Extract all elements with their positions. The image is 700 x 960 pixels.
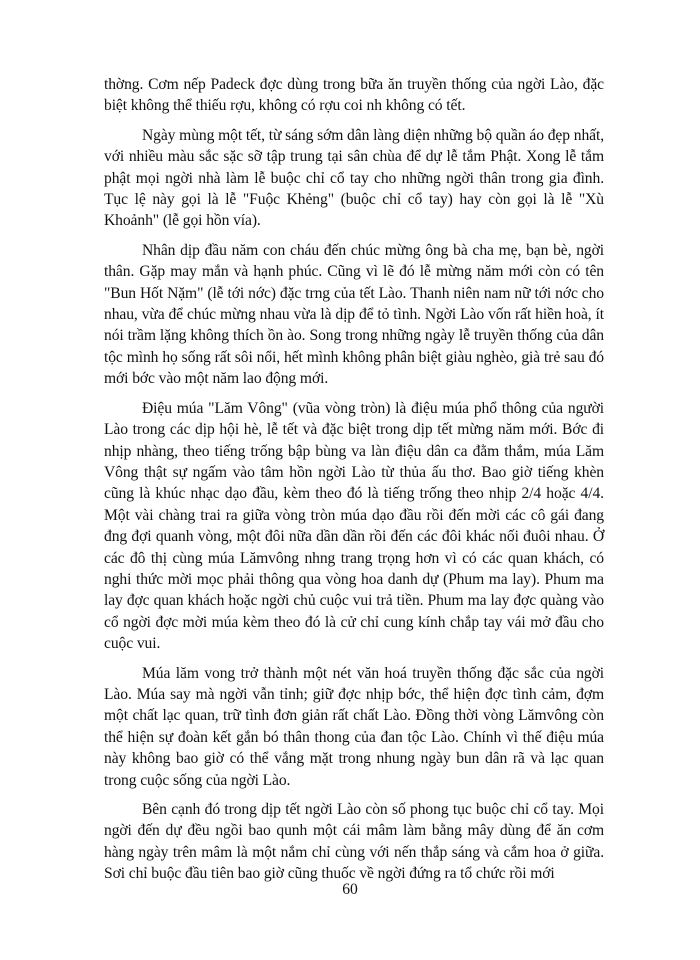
document-body xyxy=(104,74,604,893)
paragraph-5: Múa lăm vong trở thành một nét văn hoá truyền thống đặc sắc của ngời Lào. Múa say mà ngời vẫn tỉnh; giữ đợc nhịp bớc, thể hiện đợc tình cảm, đợm một chất lạc quan, trữ tình đơn giản rất chất Lào. Đồng thời vòng Lămvông còn thể hiện sự đoàn kết gắn bó thân thong của đan tộc Lào. Chính vì thế điệu múa này không bao giờ có thể vắng mặt trong nhung ngày bun dân rã và lạc quan trong cuộc sống của ngời Lào. xyxy=(104,664,604,789)
page-number: 60 xyxy=(342,881,358,898)
paragraph-2: Ngày mùng một tết, từ sáng sớm dân làng diện những bộ quần áo đẹp nhất, với nhiều màu sắc sặc sỡ tập trung tại sân chùa để dự lễ tắm Phật. Xong lễ tắm phật mọi ngời nhà làm lễ buộc chỉ cổ tay cho những ngời thân trong gia đình. Tục lệ này gọi là lễ "Fuộc Khẻng" (buộc chỉ cổ tay) hay còn gọi là lễ "Xù Khoảnh" (lễ gọi hồn vía). xyxy=(104,126,604,230)
paragraph-3: Nhân dịp đầu năm con cháu đến chúc mừng ông bà cha mẹ, bạn bè, ngời thân. Gặp may mắn và hạnh phúc. Cũng vì lẽ đó lễ mừng năm mới còn có tên "Bun Hốt Nặm" (lễ tới nớc) đặc trng của tết Lào. Thanh niên nam nữ tới nớc cho nhau, vừa để chúc mừng nhau vừa là dịp để tỏ tình. Ngời Lào vốn rất hiền hoà, ít nói trầm lặng không thích ồn ào. Song trong những ngày lễ truyền thống của dân tộc mình họ sống rất sôi nổi, hết mình không phân biệt giàu nghèo, già trẻ sau đó mới bớc vào một năm lao động mới. xyxy=(104,241,604,388)
paragraph-1: thờng. Cơm nếp Padeck đợc dùng trong bữa ăn truyền thống của ngời Lào, đặc biệt không thể thiếu rợu, không có rợu coi nh không có tết. xyxy=(104,76,604,115)
paragraph-4: Điệu múa "Lăm Vông" (vũa vòng tròn) là điệu múa phổ thông của người Lào trong các dịp hội hè, lễ tết và đặc biệt trong dịp tết mừng năm mới. Bớc đi nhịp nhàng, theo tiếng trống bập bùng va làn điệu dân ca đằm thắm, múa Lăm Vông thật sự ngấm vào tâm hồn ngời Lào từ thủa ấu thơ. Bao giờ tiếng khèn cũng là khúc nhạc dạo đầu, kèm theo đó là tiếng trống theo nhịp 2/4 hoặc 4/4. Một vài chàng trai ra giữa vòng tròn múa dạo đầu rồi đến mời các cô gái đang đng đợi quanh vòng, một đôi nữa dần dần rồi đến các đôi khác nối đuôi nhau. Ở các đô thị cùng múa Lămvông nhng trang trọng hơn vì có các quan khách, có nghi thức mời mọc phải thông qua vòng hoa danh dự (Phum ma lay). Phum ma lay đợc quan khách hoặc ngời chủ cuộc vui trả tiền. Phum ma lay đợc quàng vào cổ ngời đợc mời múa kèm theo đó là cử chỉ cung kính chắp tay vái mở đầu cho cuộc vui. xyxy=(104,399,604,653)
paragraph-6: Bên cạnh đó trong dịp tết ngời Lào còn số phong tục buộc chỉ cổ tay. Mọi ngời đến dự đều ngồi bao qunh một cái mâm làm bằng mây dùng để ăn cơm hàng ngày trên mâm là một nắm chỉ cùng với nến thắp sáng và cắm hoa ở giữa. Sơi chỉ buộc đầu tiên bao giờ cũng thuốc về ngời đứng ra tổ chức rồi mới xyxy=(104,801,604,883)
